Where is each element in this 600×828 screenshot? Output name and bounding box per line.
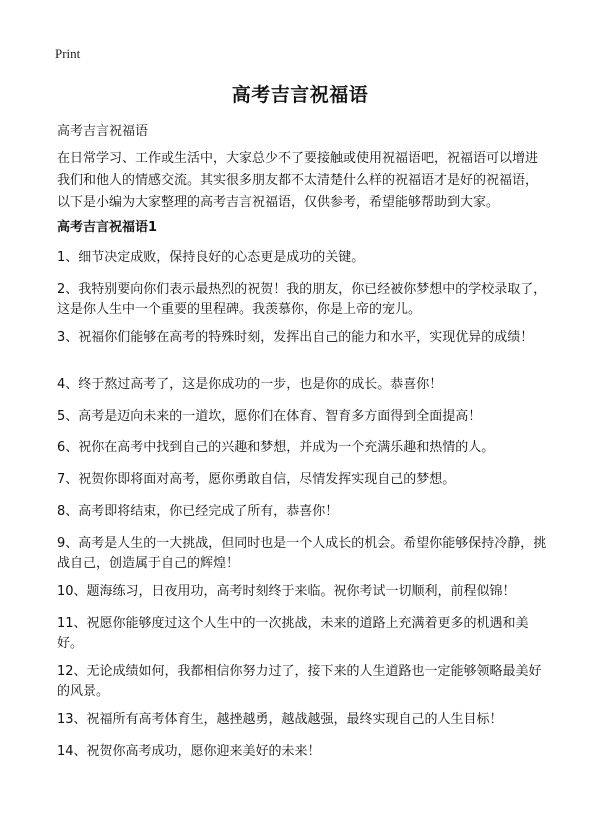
list-item: 13、祝福所有高考体育生，越挫越勇，越战越强，最终实现自己的人生目标！ — [57, 712, 503, 727]
list-item: 3、祝福你们能够在高考的特殊时刻，发挥出自己的能力和水平，实现优异的成绩！ — [57, 330, 534, 345]
document-subtitle: 高考吉言祝福语 — [57, 124, 149, 139]
list-item: 14、祝贺你高考成功，愿你迎来美好的未来！ — [57, 744, 321, 759]
list-item: 11、祝愿你能够度过这个人生中的一次挑战，未来的道路上充满着更多的机遇和美好。 — [57, 616, 529, 651]
list-item: 12、无论成绩如何，我都相信你努力过了，接下来的人生道路也一定能够领略最美好的风景。 — [57, 664, 542, 699]
list-item: 9、高考是人生的一大挑战，但同时也是一个人成长的机会。希望你能够保持冷静，挑战自己，创造属于自己的辉煌！ — [57, 536, 547, 571]
print-link[interactable]: Print — [55, 46, 81, 61]
intro-paragraph: 在日常学习、工作或生活中，大家总少不了要接触或使用祝福语吧，祝福语可以增进我们和他人的情感交流。其实很多朋友都不太清楚什么样的祝福语才是好的祝福语，以下是小编为大家整理的高考吉言祝福语，仅供参考，希望能够帮助到大家。 — [57, 151, 539, 210]
list-item: 1、细节决定成败，保持良好的心态更是成功的关键。 — [57, 250, 365, 265]
list-item: 6、祝你在高考中找到自己的兴趣和梦想，并成为一个充满乐趣和热情的人。 — [57, 440, 495, 455]
list-item: 2、我特别要向你们表示最热烈的祝贺！我的朋友，你已经被你梦想中的学校录取了，这是你人生中一个重要的里程碑。我羡慕你，你是上帝的宠儿。 — [57, 282, 547, 317]
list-item: 4、终于熬过高考了，这是你成功的一步，也是你的成长。恭喜你！ — [57, 377, 443, 392]
page-title: 高考吉言祝福语 — [231, 84, 369, 106]
list-item: 10、题海练习，日夜用功，高考时刻终于来临。祝你考试一切顺利，前程似锦！ — [57, 584, 516, 599]
list-item: 7、祝贺你即将面对高考，愿你勇敢自信，尽情发挥实现自己的梦想。 — [57, 472, 456, 487]
list-item: 8、高考即将结束，你已经完成了所有，恭喜你！ — [57, 504, 339, 519]
list-item: 5、高考是迈向未来的一道坎，愿你们在体育、智育多方面得到全面提高！ — [57, 409, 482, 424]
section-heading: 高考吉言祝福语1 — [57, 220, 158, 235]
